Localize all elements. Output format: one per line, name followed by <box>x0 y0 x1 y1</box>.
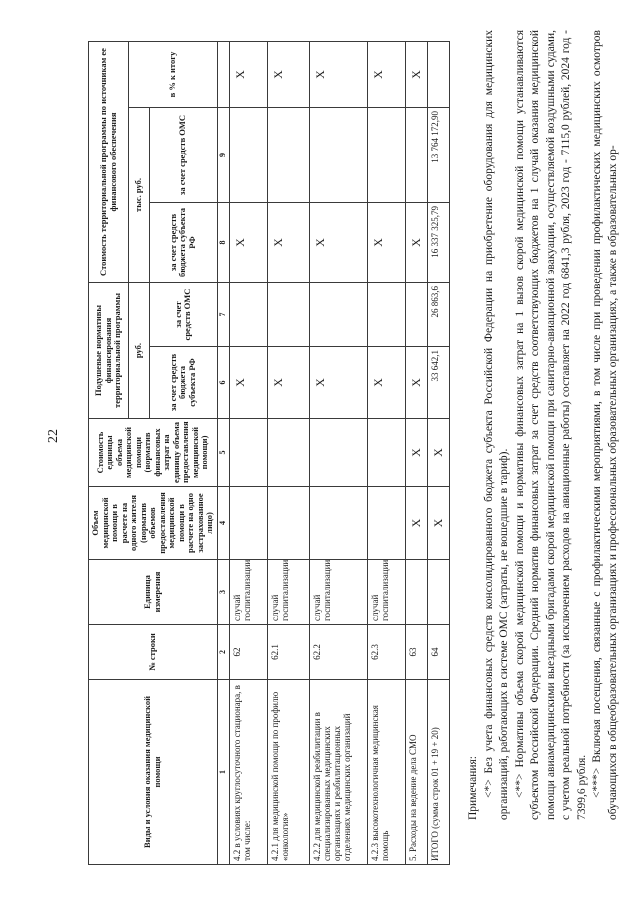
row-percent: X <box>267 42 309 108</box>
row-unit: случай госпитализации <box>267 560 309 625</box>
col-number: 4 <box>217 487 229 560</box>
header-row-no: № строки <box>89 625 218 680</box>
financing-table <box>88 41 450 865</box>
header-unit: Единица измерения <box>89 560 218 625</box>
row-pc-oms <box>267 283 309 347</box>
row-no: 63 <box>405 625 427 680</box>
col-number: 7 <box>217 283 229 347</box>
col-number: 1 <box>217 680 229 865</box>
notes-section <box>466 30 621 820</box>
row-pc-budget: X <box>367 347 405 419</box>
row-tc-budget: X <box>309 203 367 283</box>
note-paragraph: <**> Нормативы объема скорой медицинской помощи и нормативы финансовых затрат на 1 вызов скорой медицинской помощи устанавливаются субъектом Российской Федерации. Средний норматив финансовых затрат за счет средств соответствующих бюджетов на 1 случай оказания медицинской помощи авиамедицинскими выездными бригадами скорой медицинской помощи при санитарно-авиационной эвакуации, осуществляемой воздушными судами, с учетом реальной потребности (за исключением расходов на авиационные работы) составляет на 2022 год 6841,3 рубля, 2023 год - 7115,0 рублей, 2024 год - 7399,6 рубля. <box>513 30 588 820</box>
row-cost: X <box>427 419 449 487</box>
row-tc-budget: 16 337 325,79 <box>427 203 449 283</box>
col-number: 8 <box>217 203 229 283</box>
row-name: 4.2.1 для медицинской помощи по профилю «онкология» <box>267 680 309 865</box>
row-no: 62 <box>229 625 267 680</box>
row-percent: X <box>309 42 367 108</box>
table-row <box>367 42 405 865</box>
table-row <box>267 42 309 865</box>
row-volume: X <box>405 487 427 560</box>
row-pc-budget: X <box>309 347 367 419</box>
row-tc-budget: X <box>267 203 309 283</box>
row-no: 62.2 <box>309 625 367 680</box>
row-pc-oms <box>405 283 427 347</box>
row-no: 64 <box>427 625 449 680</box>
row-cost <box>367 419 405 487</box>
col-number: 3 <box>217 560 229 625</box>
row-pc-budget: 33 642,1 <box>427 347 449 419</box>
row-name: 4.2.2 для медицинской реабилитации в специализированных медицинских организациях и реабилитационных отделениях медицинских организаций <box>309 680 367 865</box>
row-percent: X <box>229 42 267 108</box>
row-volume <box>267 487 309 560</box>
row-pc-oms <box>367 283 405 347</box>
header-kinds: Виды и условия оказания медицинской помощи <box>89 680 218 865</box>
row-cost <box>267 419 309 487</box>
header-cost-unit: Стоимость единицы объема медицинской помощи (норматив финансовых затрат на единицу объема предоставления медицинской помощи) <box>89 419 218 487</box>
row-tc-oms <box>405 108 427 203</box>
row-unit: случай госпитализации <box>367 560 405 625</box>
table-row <box>405 42 427 865</box>
header-tc-budget: за счет средств бюджета субъекта РФ <box>149 203 217 283</box>
table-row <box>309 42 367 865</box>
row-tc-oms <box>267 108 309 203</box>
row-pc-budget: X <box>267 347 309 419</box>
note-paragraph: <*> Без учета финансовых средств консолидированного бюджета субъекта Российской Федерации на приобретение оборудования для медицинских организаций, работающих в системе ОМС (затраты, не вошедшие в тариф). <box>482 30 510 820</box>
row-pc-budget: X <box>405 347 427 419</box>
row-percent <box>427 42 449 108</box>
row-tc-oms <box>367 108 405 203</box>
row-pc-budget: X <box>229 347 267 419</box>
row-percent: X <box>367 42 405 108</box>
header-total-cost: Стоимость территориальной программы по источникам ее финансового обеспечения <box>89 42 129 283</box>
row-name: ИТОГО (сумма строк 01 + 19 + 20) <box>427 680 449 865</box>
col-number: 5 <box>217 419 229 487</box>
row-pc-oms <box>229 283 267 347</box>
header-percent: в % к итогу <box>129 42 218 108</box>
row-percent: X <box>405 42 427 108</box>
page-number: 22 <box>46 429 61 443</box>
row-volume <box>309 487 367 560</box>
col-number: 2 <box>217 625 229 680</box>
row-cost <box>229 419 267 487</box>
note-paragraph: <***> Включая посещения, связанные с профилактическими мероприятиями, в том числе при проведении профилактических медицинских осмотров обучающихся в общеобразовательных организациях и профессиональных образовательных организациях, а также в образовательных ор- <box>591 30 619 820</box>
row-volume: X <box>427 487 449 560</box>
row-tc-oms: 13 764 172,90 <box>427 108 449 203</box>
row-name: 4.2 в условиях круглосуточного стационара, в том числе: <box>229 680 267 865</box>
table-row <box>229 42 267 865</box>
row-cost <box>309 419 367 487</box>
row-unit <box>427 560 449 625</box>
row-name: 5. Расходы на ведение дела СМО <box>405 680 427 865</box>
row-tc-oms <box>229 108 267 203</box>
row-unit: случай госпитализации <box>229 560 267 625</box>
row-unit <box>405 560 427 625</box>
row-tc-budget: X <box>367 203 405 283</box>
header-tc-oms: за счет средств ОМС <box>149 108 217 203</box>
row-pc-oms <box>309 283 367 347</box>
col-number: 9 <box>217 108 229 203</box>
row-pc-oms: 26 863,6 <box>427 283 449 347</box>
table-row-total <box>427 42 449 865</box>
header-per-capita: Подушевые нормативы финансирования территориальной программы <box>89 283 129 419</box>
row-volume <box>367 487 405 560</box>
col-number <box>217 42 229 108</box>
row-no: 62.1 <box>267 625 309 680</box>
row-cost: X <box>405 419 427 487</box>
row-volume <box>229 487 267 560</box>
header-thous-rub: тыс. руб. <box>129 108 150 283</box>
header-pc-oms: за счет средств ОМС <box>149 283 217 347</box>
row-tc-budget: X <box>405 203 427 283</box>
header-rub: руб. <box>129 283 150 419</box>
row-tc-oms <box>309 108 367 203</box>
col-number: 6 <box>217 347 229 419</box>
header-volume: Объем медицинской помощи в расчете на одного жителя (норматив объемов предоставления медицинской помощи в расчете на одно застрахованное лицо) <box>89 487 218 560</box>
row-name: 4.2.3 высокотехнологичная медицинская помощь <box>367 680 405 865</box>
notes-heading: Примечания: <box>467 756 479 820</box>
column-numbers-row <box>217 42 229 865</box>
header-pc-budget: за счет средств бюджета субъекта РФ <box>149 347 217 419</box>
row-tc-budget: X <box>229 203 267 283</box>
row-no: 62.3 <box>367 625 405 680</box>
row-unit: случай госпитализации <box>309 560 367 625</box>
